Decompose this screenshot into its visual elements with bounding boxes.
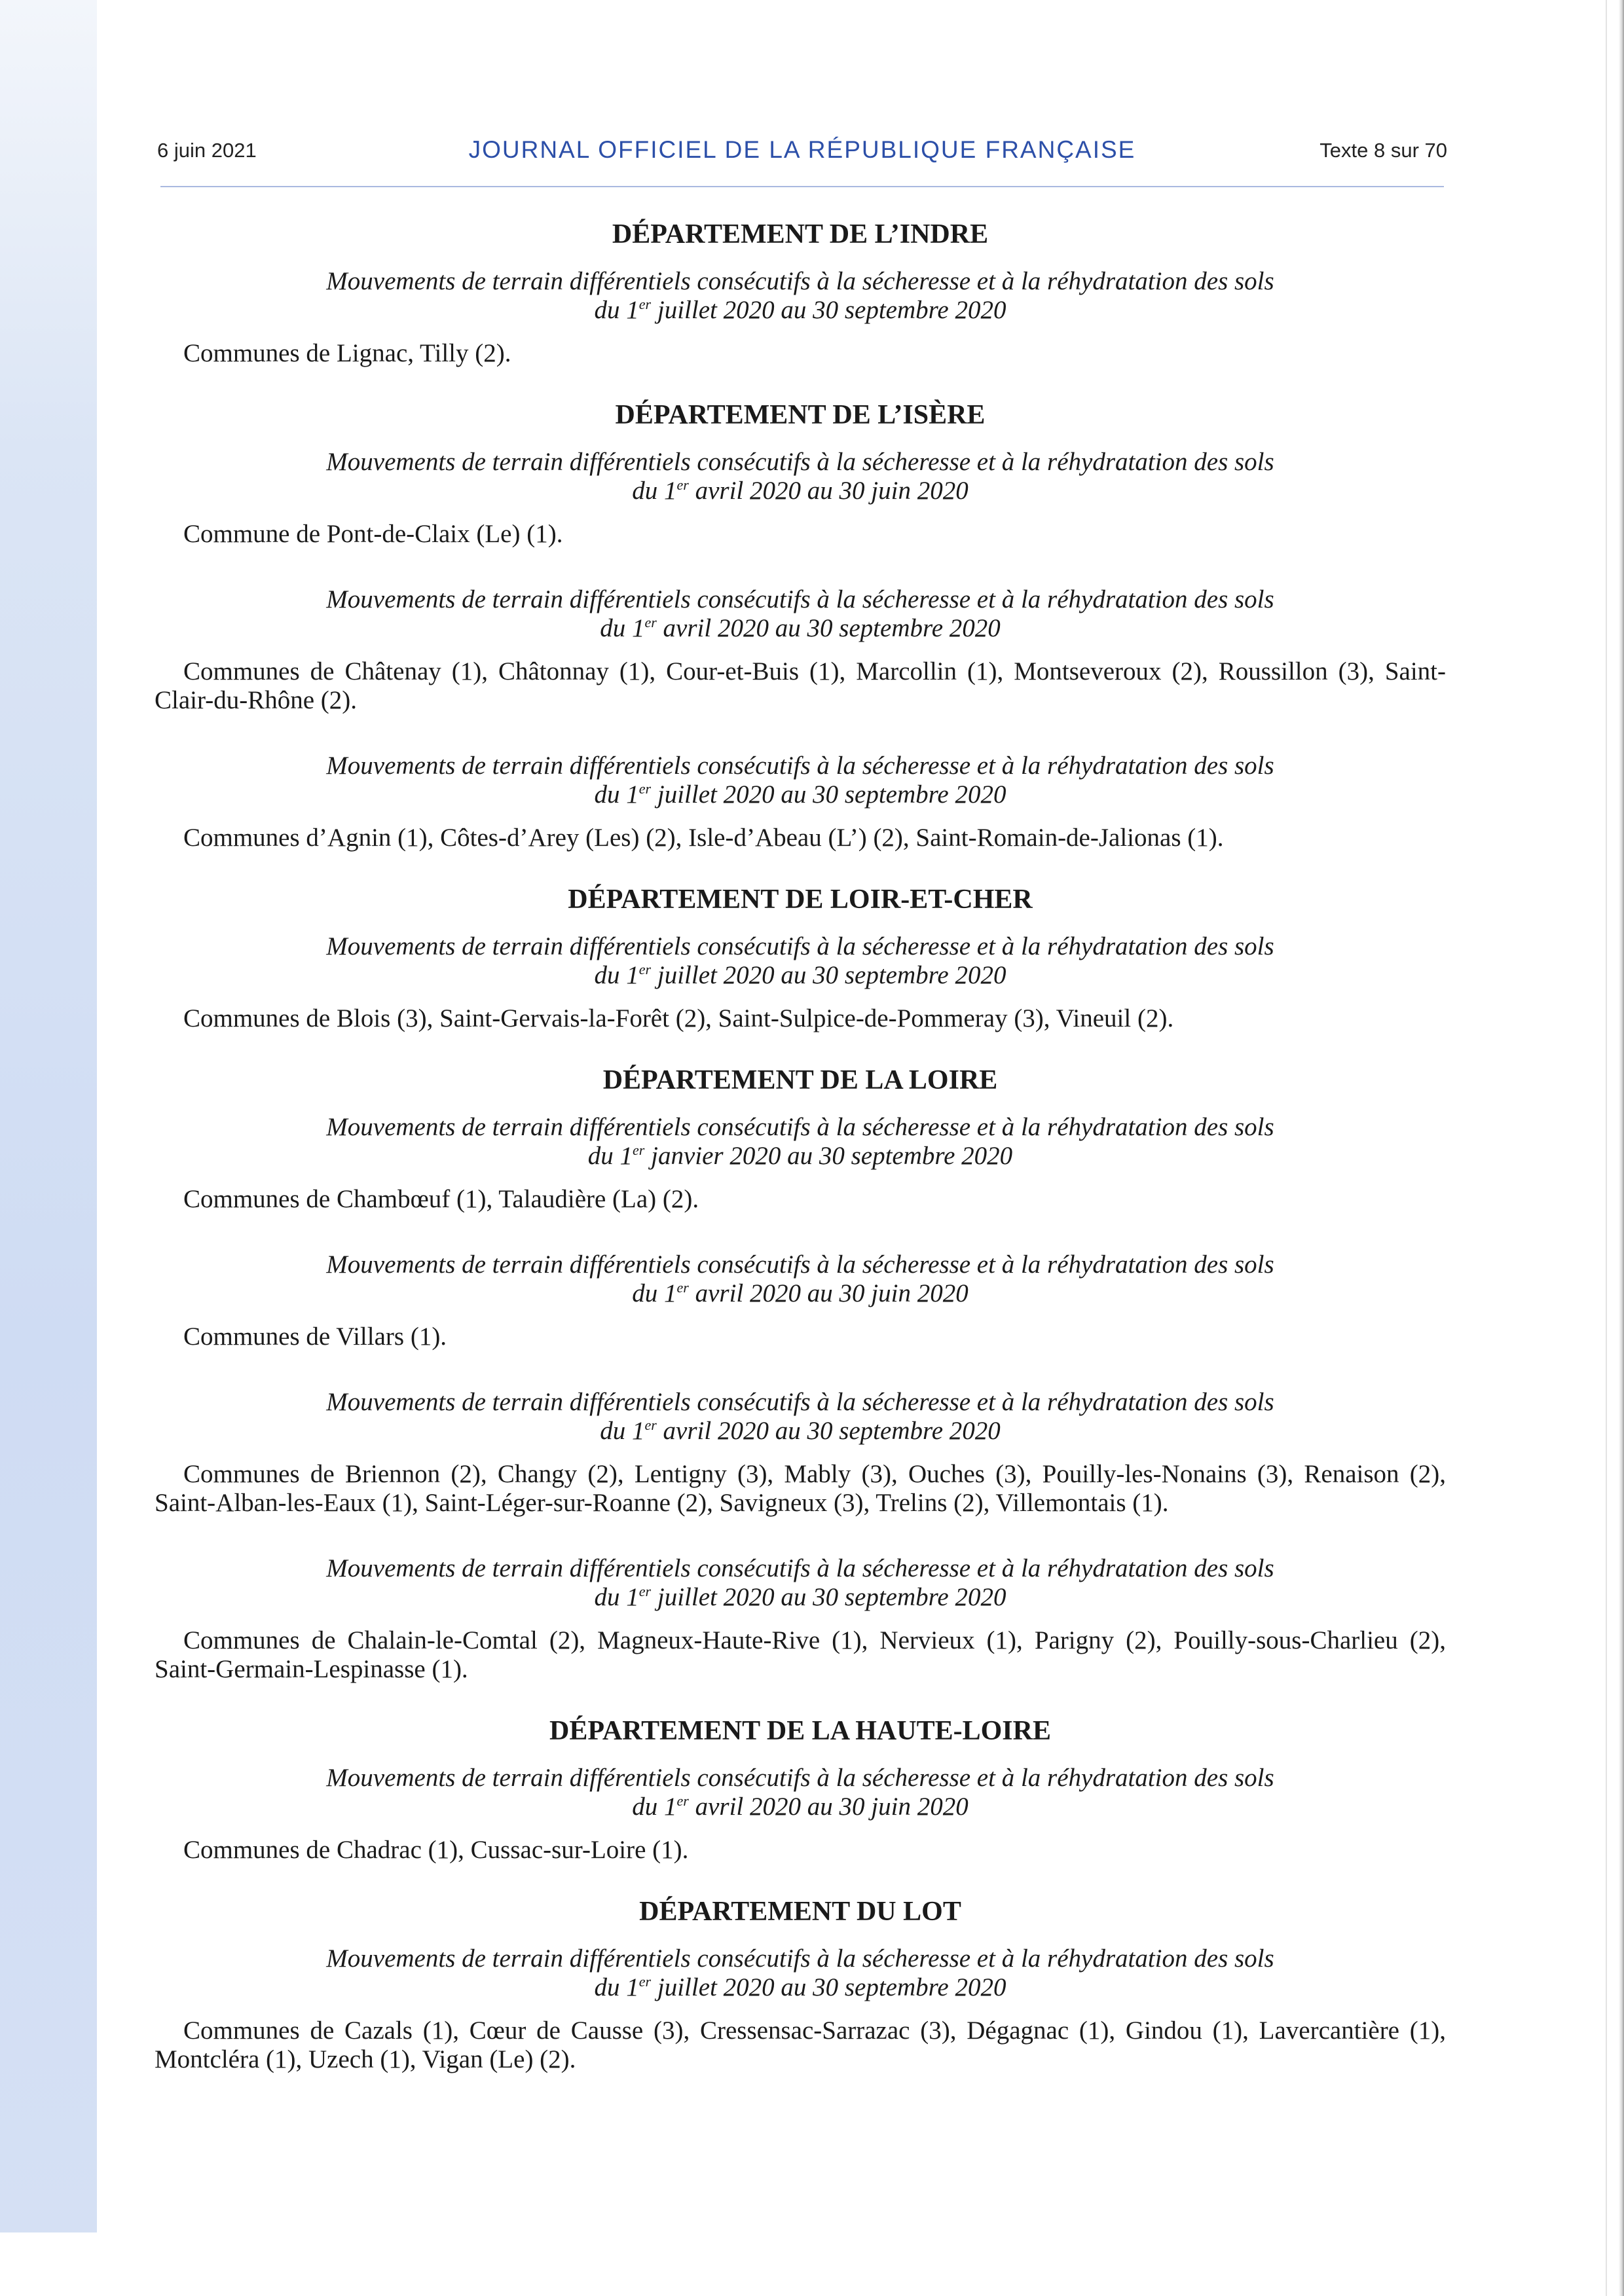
period-dates-line [155, 1279, 1446, 1308]
period-dates-line [155, 1142, 1446, 1171]
period-dates-line [155, 780, 1446, 809]
period-du: du 1 [594, 296, 639, 324]
period-description [155, 448, 1446, 505]
department-heading: DÉPARTEMENT DE LA HAUTE-LOIRE [549, 1716, 1051, 1746]
period-title-line: Mouvements de terrain différentiels consécutifs à la sécheresse et à la réhydratation des sols [326, 1764, 1274, 1792]
ordinal-suffix: er [676, 1793, 689, 1809]
department-heading: DÉPARTEMENT DE LOIR-ET-CHER [568, 884, 1033, 915]
header-text-number: Texte 8 sur 70 [1320, 139, 1447, 162]
period-description [155, 1554, 1446, 1612]
period-du: du 1 [600, 614, 645, 642]
period-du: du 1 [594, 961, 639, 989]
header-date: 6 juin 2021 [157, 139, 257, 162]
period-description [155, 1944, 1446, 2002]
communes-list: Communes de Blois (3), Saint-Gervais-la-Forêt (2), Saint-Sulpice-de-Pommeray (3), Vineuil (2). [183, 1004, 1174, 1032]
period-dates: janvier 2020 au 30 septembre 2020 [644, 1142, 1013, 1170]
communes-list: Communes de Lignac, Tilly (2). [183, 339, 511, 367]
period-dates-line [155, 1583, 1446, 1612]
period-title-line: Mouvements de terrain différentiels consécutifs à la sécheresse et à la réhydratation des sols [326, 1113, 1274, 1141]
period-title-line: Mouvements de terrain différentiels consécutifs à la sécheresse et à la réhydratation des sols [326, 1554, 1274, 1582]
page-header [157, 136, 1447, 173]
communes-list: Communes de Chadrac (1), Cussac-sur-Loire (1). [183, 1836, 689, 1864]
period-description [155, 1764, 1446, 1821]
ordinal-suffix: er [638, 1583, 652, 1599]
period-title-line: Mouvements de terrain différentiels consécutifs à la sécheresse et à la réhydratation des sols [326, 448, 1274, 476]
ordinal-suffix: er [644, 614, 657, 630]
period-du: du 1 [632, 477, 677, 505]
period-description [155, 1250, 1446, 1308]
period-dates: juillet 2020 au 30 septembre 2020 [651, 1583, 1006, 1611]
communes-list: Communes de Briennon (2), Changy (2), Lentigny (3), Mably (3), Ouches (3), Pouilly-les-Nonains (3), Renaison (2), Saint-Alban-les-Eaux (1), Saint-Léger-sur-Roanne (2), Savigneux (3), Trelins (2), Villemontais (1). [155, 1460, 1446, 1517]
journal-title: JOURNAL OFFICIEL DE LA RÉPUBLIQUE FRANÇAISE [468, 136, 1136, 163]
period-du: du 1 [632, 1793, 677, 1821]
period-dates-line [155, 614, 1446, 643]
ordinal-suffix: er [638, 1973, 652, 1990]
period-description [155, 1388, 1446, 1446]
period-title-line: Mouvements de terrain différentiels consécutifs à la sécheresse et à la réhydratation des sols [326, 932, 1274, 960]
ordinal-suffix: er [633, 1142, 645, 1158]
document-body [155, 217, 1446, 2074]
period-title-line: Mouvements de terrain différentiels consécutifs à la sécheresse et à la réhydratation des sols [326, 267, 1274, 295]
period-dates: juillet 2020 au 30 septembre 2020 [651, 296, 1006, 324]
period-dates-line [155, 961, 1446, 990]
period-dates-line [155, 296, 1446, 325]
scan-edge-line [1606, 0, 1607, 2296]
period-dates: avril 2020 au 30 juin 2020 [688, 1793, 969, 1821]
department-heading: DÉPARTEMENT DE LA LOIRE [602, 1065, 998, 1095]
period-dates: avril 2020 au 30 juin 2020 [688, 477, 969, 505]
header-rule [160, 186, 1444, 187]
period-dates: juillet 2020 au 30 septembre 2020 [651, 780, 1006, 809]
communes-list: Communes de Cazals (1), Cœur de Causse (3), Cressensac-Sarrazac (3), Dégagnac (1), Gindou (1), Lavercantière (1), Montcléra (1), Uzech (1), Vigan (Le) (2). [155, 2016, 1446, 2073]
period-du: du 1 [632, 1279, 677, 1307]
period-description [155, 267, 1446, 325]
communes-list: Communes de Chalain-le-Comtal (2), Magneux-Haute-Rive (1), Nervieux (1), Parigny (2), Pouilly-sous-Charlieu (2), Saint-Germain-Lespinasse (1). [155, 1626, 1446, 1683]
period-dates: avril 2020 au 30 juin 2020 [688, 1279, 969, 1307]
period-dates-line [155, 1973, 1446, 2002]
communes-list: Communes de Chambœuf (1), Talaudière (La) (2). [183, 1185, 699, 1213]
period-du: du 1 [587, 1142, 633, 1170]
period-du: du 1 [594, 1583, 639, 1611]
period-dates-line [155, 477, 1446, 505]
department-heading: DÉPARTEMENT DE L’ISÈRE [615, 400, 986, 430]
period-dates: juillet 2020 au 30 septembre 2020 [651, 1973, 1006, 2001]
ordinal-suffix: er [676, 477, 689, 493]
period-dates-line [155, 1793, 1446, 1821]
department-heading: DÉPARTEMENT DU LOT [639, 1897, 961, 1927]
scan-margin-shading [0, 0, 97, 2232]
period-title-line: Mouvements de terrain différentiels consécutifs à la sécheresse et à la réhydratation des sols [326, 585, 1274, 613]
ordinal-suffix: er [638, 961, 652, 977]
period-title-line: Mouvements de terrain différentiels consécutifs à la sécheresse et à la réhydratation des sols [326, 752, 1274, 780]
period-du: du 1 [594, 780, 639, 809]
period-dates: avril 2020 au 30 septembre 2020 [656, 1417, 1001, 1445]
period-title-line: Mouvements de terrain différentiels consécutifs à la sécheresse et à la réhydratation des sols [326, 1388, 1274, 1416]
communes-list: Commune de Pont-de-Claix (Le) (1). [183, 520, 563, 548]
communes-list: Communes de Villars (1). [183, 1322, 447, 1351]
ordinal-suffix: er [676, 1279, 689, 1296]
scan-right-edge [1619, 0, 1624, 2296]
period-title-line: Mouvements de terrain différentiels consécutifs à la sécheresse et à la réhydratation des sols [326, 1250, 1274, 1279]
period-description [155, 1113, 1446, 1171]
period-description [155, 932, 1446, 990]
period-du: du 1 [600, 1417, 645, 1445]
period-title-line: Mouvements de terrain différentiels consécutifs à la sécheresse et à la réhydratation des sols [326, 1944, 1274, 1973]
communes-list: Communes de Châtenay (1), Châtonnay (1), Cour-et-Buis (1), Marcollin (1), Montseveroux (2), Roussillon (3), Saint-Clair-du-Rhône (2). [155, 657, 1446, 714]
period-description [155, 752, 1446, 809]
period-dates-line [155, 1417, 1446, 1446]
period-dates: juillet 2020 au 30 septembre 2020 [651, 961, 1006, 989]
ordinal-suffix: er [638, 296, 652, 312]
ordinal-suffix: er [644, 1417, 657, 1433]
period-dates: avril 2020 au 30 septembre 2020 [656, 614, 1001, 642]
ordinal-suffix: er [638, 780, 652, 797]
department-heading: DÉPARTEMENT DE L’INDRE [612, 219, 989, 249]
period-du: du 1 [594, 1973, 639, 2001]
period-description [155, 585, 1446, 643]
communes-list: Communes d’Agnin (1), Côtes-d’Arey (Les) (2), Isle-d’Abeau (L’) (2), Saint-Romain-de-Jalionas (1). [183, 824, 1224, 852]
